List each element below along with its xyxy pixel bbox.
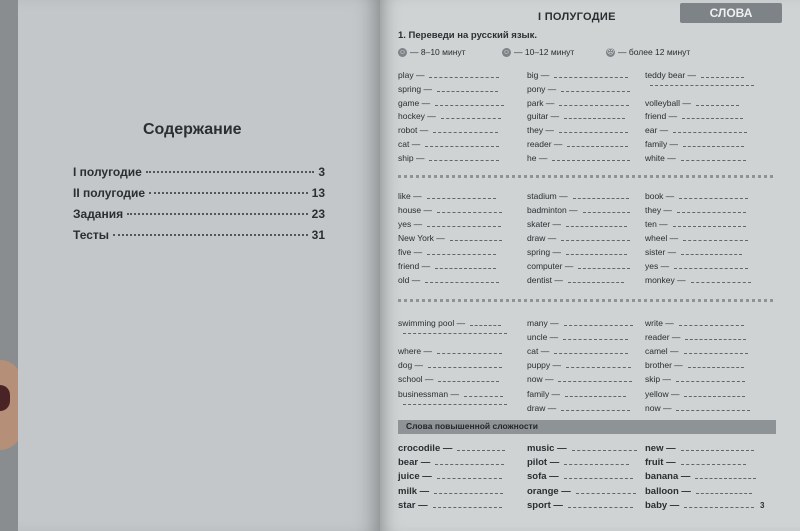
word-label: yellow —	[645, 388, 680, 399]
answer-line[interactable]	[684, 352, 749, 354]
answer-line[interactable]	[425, 281, 499, 283]
word-label: cat —	[527, 346, 550, 357]
word-entry	[398, 332, 507, 334]
answer-line[interactable]	[561, 409, 630, 411]
toc-label: Задания	[73, 207, 124, 221]
timer-legend-item	[398, 47, 466, 57]
word-entry	[645, 403, 750, 413]
word-entry	[398, 125, 498, 135]
word-label: reader —	[645, 332, 681, 343]
answer-line[interactable]	[567, 145, 628, 147]
word-entry	[527, 374, 632, 384]
answer-line[interactable]	[464, 395, 503, 397]
word-label: orange —	[527, 485, 571, 497]
answer-line[interactable]	[437, 211, 502, 213]
answer-line[interactable]	[559, 104, 628, 106]
answer-line[interactable]	[573, 197, 629, 199]
word-label: ear —	[645, 125, 669, 136]
word-label: brother —	[645, 360, 683, 371]
word-label: like —	[398, 191, 422, 201]
answer-line[interactable]	[681, 159, 746, 161]
word-label: big —	[527, 70, 550, 80]
answer-line[interactable]	[583, 211, 631, 213]
word-label: pilot —	[527, 457, 560, 469]
word-label: new —	[645, 443, 676, 454]
answer-line[interactable]	[565, 395, 626, 397]
word-entry	[398, 205, 502, 215]
answer-line[interactable]	[563, 338, 628, 340]
task-instruction: 1. Переведи на русский язык.	[398, 30, 538, 41]
answer-line[interactable]	[434, 492, 503, 494]
word-label: businessman —	[398, 388, 459, 399]
answer-line[interactable]	[673, 131, 747, 133]
hard-words-heading: Слова повышенной сложности	[406, 421, 538, 431]
answer-line[interactable]	[676, 380, 745, 382]
word-entry	[645, 205, 746, 215]
word-entry	[527, 191, 629, 201]
word-entry	[527, 247, 627, 257]
word-entry	[645, 471, 756, 482]
word-entry	[645, 98, 739, 108]
page-number: 3	[760, 501, 765, 510]
word-label: guitar —	[527, 111, 560, 122]
word-label: friend —	[645, 111, 678, 122]
word-entry	[527, 346, 628, 356]
answer-line[interactable]	[457, 449, 505, 451]
word-label: hockey —	[398, 111, 436, 122]
word-label: where —	[398, 346, 433, 357]
word-label: family —	[527, 388, 561, 399]
answer-line[interactable]	[677, 211, 746, 213]
word-entry	[645, 346, 748, 356]
word-label: music —	[527, 443, 567, 454]
word-entry	[398, 153, 499, 163]
answer-line[interactable]	[559, 131, 628, 133]
toc-label: Тесты	[73, 228, 110, 242]
toc-page: 13	[311, 186, 325, 200]
word-entry	[645, 500, 754, 511]
toc-row	[73, 228, 325, 244]
word-label: skater —	[527, 219, 562, 229]
answer-line[interactable]	[684, 506, 753, 508]
answer-line[interactable]	[435, 267, 496, 269]
word-entry	[527, 111, 625, 121]
answer-line[interactable]	[403, 332, 507, 334]
word-label: dentist —	[527, 275, 563, 285]
word-entry	[527, 486, 636, 497]
word-entry	[398, 139, 499, 149]
word-entry	[527, 233, 630, 243]
answer-line[interactable]	[427, 197, 496, 199]
answer-line[interactable]	[576, 492, 637, 494]
word-label: yes —	[398, 219, 423, 229]
word-label: sport —	[527, 499, 563, 511]
answer-line[interactable]	[674, 267, 748, 269]
word-entry	[398, 389, 503, 399]
answer-line[interactable]	[578, 267, 630, 269]
answer-line[interactable]	[685, 338, 746, 340]
word-label: star —	[398, 499, 428, 511]
answer-line[interactable]	[564, 117, 625, 119]
timer-legend-item	[606, 47, 690, 57]
word-entry	[527, 84, 630, 94]
answer-line[interactable]	[688, 366, 744, 368]
timer-text: — более 12 минут	[618, 47, 691, 57]
word-label: school —	[398, 374, 434, 385]
word-entry	[398, 486, 503, 497]
answer-line[interactable]	[650, 84, 754, 86]
smiley-sad-icon: ☹	[606, 48, 615, 56]
answer-line[interactable]	[554, 76, 628, 78]
word-label: old —	[398, 275, 421, 285]
word-label: write —	[645, 318, 674, 328]
answer-line[interactable]	[438, 380, 499, 382]
word-entry	[398, 84, 498, 94]
word-label: crocodile —	[398, 443, 453, 454]
answer-line[interactable]	[437, 352, 502, 354]
word-label: teddy bear —	[645, 70, 697, 80]
answer-line[interactable]	[561, 239, 630, 241]
word-entry	[398, 70, 499, 80]
answer-line[interactable]	[429, 76, 498, 78]
word-entry	[645, 389, 745, 399]
word-label: wheel —	[645, 233, 679, 243]
answer-line[interactable]	[696, 104, 739, 106]
word-entry	[398, 247, 496, 257]
word-entry	[645, 275, 751, 285]
word-entry	[398, 374, 499, 384]
answer-line[interactable]	[429, 159, 498, 161]
answer-line[interactable]	[435, 463, 504, 465]
word-label: park —	[527, 97, 555, 108]
toc-leader	[149, 192, 308, 194]
timer-text: — 10–12 минут	[514, 47, 575, 57]
answer-line[interactable]	[683, 239, 748, 241]
answer-line[interactable]	[568, 281, 624, 283]
answer-line[interactable]	[428, 366, 502, 368]
word-entry	[527, 205, 630, 215]
section-title: I ПОЛУГОДИЕ	[538, 11, 616, 23]
word-entry	[527, 318, 633, 328]
answer-line[interactable]	[470, 324, 501, 326]
word-label: New York —	[398, 233, 445, 243]
word-label: badminton —	[527, 205, 578, 215]
answer-line[interactable]	[554, 352, 628, 354]
word-label: house —	[398, 205, 433, 215]
word-label: ship —	[398, 152, 425, 163]
word-entry	[645, 70, 744, 80]
word-entry	[398, 275, 499, 285]
word-label: now —	[645, 402, 672, 413]
answer-line[interactable]	[679, 197, 748, 199]
word-label: pony —	[527, 83, 557, 94]
word-entry	[645, 261, 748, 271]
answer-line[interactable]	[564, 477, 633, 479]
answer-line[interactable]	[572, 449, 637, 451]
answer-line[interactable]	[558, 380, 632, 382]
answer-line[interactable]	[681, 253, 742, 255]
left-page	[18, 0, 380, 531]
smiley-happy-icon: ☺	[398, 48, 407, 56]
word-entry	[645, 332, 746, 342]
toc-row	[73, 165, 325, 181]
word-entry	[398, 233, 502, 243]
word-label: dog —	[398, 360, 424, 371]
word-entry	[527, 403, 630, 413]
answer-line[interactable]	[433, 506, 502, 508]
toc-page: 23	[311, 207, 325, 221]
toc-title: Содержание	[143, 121, 242, 138]
word-label: reader —	[527, 139, 563, 149]
word-entry	[398, 471, 502, 482]
word-label: family —	[645, 139, 679, 149]
word-label: camel —	[645, 346, 679, 357]
word-entry	[527, 70, 628, 80]
answer-line[interactable]	[435, 104, 504, 106]
word-label: yes —	[645, 261, 670, 271]
timer-legend-item	[502, 47, 574, 57]
answer-line[interactable]	[403, 403, 507, 405]
word-entry	[398, 500, 502, 511]
word-entry	[527, 500, 633, 511]
word-label: balloon —	[645, 485, 691, 497]
word-entry	[645, 360, 744, 370]
word-label: friend —	[398, 261, 431, 271]
word-entry	[398, 261, 496, 271]
toc-page: 31	[311, 228, 325, 242]
answer-line[interactable]	[566, 253, 627, 255]
answer-line[interactable]	[433, 131, 498, 133]
word-label: swimming pool —	[398, 318, 466, 328]
word-label: stadium —	[527, 191, 568, 201]
word-label: now —	[527, 374, 554, 385]
word-entry	[398, 360, 502, 370]
toc-leader	[127, 213, 308, 215]
word-entry	[398, 111, 501, 121]
word-label: puppy —	[527, 360, 562, 371]
word-label: spring —	[527, 247, 562, 257]
answer-line[interactable]	[679, 324, 744, 326]
word-entry	[527, 332, 628, 342]
answer-line[interactable]	[676, 409, 750, 411]
word-entry	[527, 98, 629, 108]
word-entry	[645, 111, 743, 121]
word-entry	[527, 275, 624, 285]
word-entry	[645, 318, 744, 328]
word-entry	[527, 457, 629, 468]
word-label: computer —	[527, 261, 574, 271]
section-divider	[398, 299, 773, 302]
toc-row	[73, 207, 325, 223]
word-label: sofa —	[527, 471, 559, 483]
answer-line[interactable]	[427, 225, 501, 227]
smiley-neutral-icon: ☺	[502, 48, 511, 56]
word-label: uncle —	[527, 332, 559, 343]
word-entry	[645, 153, 746, 163]
toc-leader	[146, 171, 315, 173]
word-label: baby —	[645, 499, 680, 511]
answer-line[interactable]	[561, 90, 630, 92]
answer-line[interactable]	[427, 253, 496, 255]
word-label: juice —	[398, 471, 432, 483]
word-label: sister —	[645, 247, 677, 257]
word-label: cat —	[398, 139, 421, 149]
word-entry	[645, 219, 746, 229]
word-entry	[527, 153, 630, 163]
word-entry	[645, 191, 748, 201]
word-entry	[527, 261, 630, 271]
word-entry	[527, 471, 633, 482]
answer-line[interactable]	[564, 324, 633, 326]
word-label: he —	[527, 152, 548, 163]
word-entry	[527, 443, 637, 454]
section-divider	[398, 175, 773, 178]
word-entry	[398, 403, 507, 405]
word-entry	[527, 389, 626, 399]
word-label: play —	[398, 70, 425, 80]
toc-label: I полугодие	[73, 165, 142, 179]
answer-line[interactable]	[450, 239, 502, 241]
word-label: banana —	[645, 471, 691, 483]
word-entry	[398, 191, 496, 201]
word-entry	[645, 247, 742, 257]
answer-line[interactable]	[701, 76, 744, 78]
word-label: many —	[527, 318, 559, 328]
word-label: robot —	[398, 125, 429, 136]
answer-line[interactable]	[682, 117, 743, 119]
answer-line[interactable]	[425, 145, 499, 147]
answer-line[interactable]	[564, 463, 629, 465]
answer-line[interactable]	[681, 463, 746, 465]
word-entry	[398, 98, 504, 108]
answer-line[interactable]	[684, 395, 745, 397]
answer-line[interactable]	[441, 117, 502, 119]
answer-line[interactable]	[683, 145, 744, 147]
answer-line[interactable]	[673, 225, 747, 227]
answer-line[interactable]	[691, 281, 752, 283]
word-label: monkey —	[645, 275, 686, 285]
word-entry	[398, 219, 501, 229]
word-entry	[645, 125, 747, 135]
word-label: draw —	[527, 402, 557, 413]
word-label: fruit —	[645, 457, 676, 469]
word-entry	[527, 219, 627, 229]
word-label: game —	[398, 97, 431, 108]
word-entry	[645, 374, 745, 384]
answer-line[interactable]	[681, 449, 755, 451]
word-label: spring —	[398, 83, 433, 94]
word-entry	[398, 318, 501, 328]
answer-line[interactable]	[437, 477, 502, 479]
word-label: five —	[398, 247, 423, 257]
word-label: they —	[645, 205, 672, 215]
word-entry	[398, 346, 502, 356]
word-entry	[398, 457, 504, 468]
section-tab: СЛОВА	[680, 3, 782, 23]
toc-page: 3	[318, 165, 325, 179]
answer-line[interactable]	[552, 159, 630, 161]
word-label: milk —	[398, 485, 430, 497]
timer-text: — 8–10 минут	[410, 47, 466, 57]
answer-line[interactable]	[696, 492, 752, 494]
word-entry	[645, 84, 754, 86]
word-entry	[645, 486, 752, 497]
word-entry	[527, 139, 628, 149]
word-label: bear —	[398, 457, 431, 469]
word-label: draw —	[527, 233, 557, 243]
answer-line[interactable]	[566, 366, 631, 368]
answer-line[interactable]	[568, 506, 633, 508]
word-entry	[645, 233, 748, 243]
word-label: they —	[527, 125, 554, 136]
word-label: book —	[645, 191, 675, 201]
word-entry	[645, 139, 744, 149]
answer-line[interactable]	[437, 90, 498, 92]
toc-label: II полугодие	[73, 186, 146, 200]
word-label: skip —	[645, 374, 671, 385]
answer-line[interactable]	[695, 477, 756, 479]
word-entry	[527, 360, 631, 370]
word-entry	[398, 443, 505, 454]
word-entry	[527, 125, 628, 135]
word-entry	[645, 457, 746, 468]
answer-line[interactable]	[566, 225, 627, 227]
word-label: white —	[645, 152, 676, 163]
toc-row	[73, 186, 325, 202]
word-entry	[645, 443, 754, 454]
word-label: ten —	[645, 219, 668, 229]
word-label: volleyball —	[645, 97, 691, 108]
toc-leader	[113, 234, 308, 236]
